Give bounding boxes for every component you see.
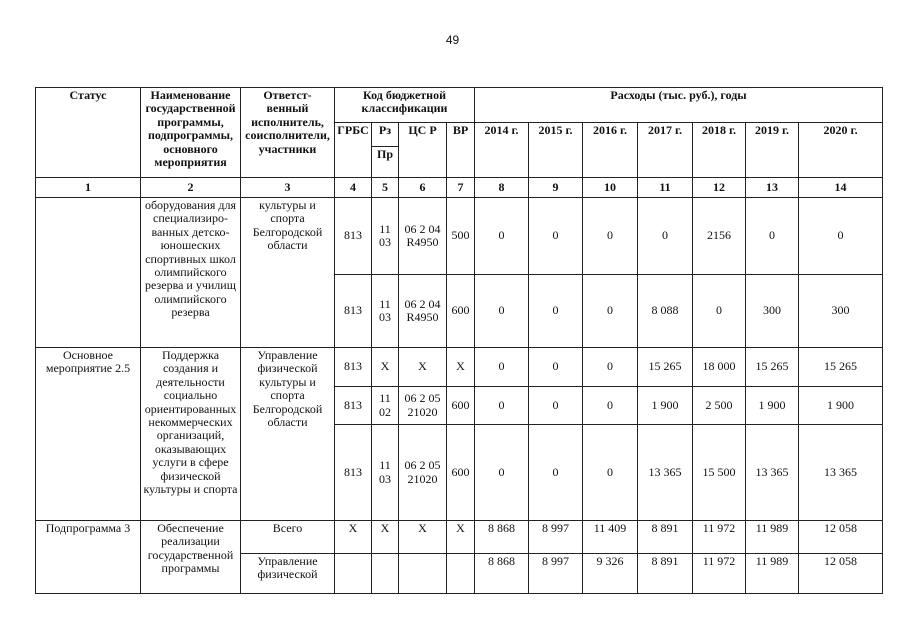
cell-value: 8 088: [638, 275, 693, 348]
col-number: 8: [475, 178, 529, 198]
cell-vr: [447, 554, 475, 594]
cell-value: 8 868: [475, 521, 529, 554]
col-number: 6: [399, 178, 447, 198]
header-year-2019: 2019 г.: [746, 123, 799, 178]
cell-value: 300: [799, 275, 883, 348]
cell-value: 13 365: [746, 425, 799, 521]
cell-value: 0: [529, 198, 583, 275]
block3-status: Подпрограмма 3: [36, 521, 141, 594]
col-number: 13: [746, 178, 799, 198]
cell-grbs: 813: [335, 387, 372, 425]
block3-name: Обеспечение реализации государственной программы: [141, 521, 241, 594]
header-year-2017: 2017 г.: [638, 123, 693, 178]
cell-value: 0: [583, 348, 638, 387]
cell-value: 8 868: [475, 554, 529, 594]
cell-rzpr: 11 03: [372, 425, 399, 521]
cell-value: 18 000: [693, 348, 746, 387]
col-number: 5: [372, 178, 399, 198]
cell-value: 300: [746, 275, 799, 348]
cell-rzpr: 11 02: [372, 387, 399, 425]
block2-name: Поддержка создания и деятельности социально ориентированных некоммерческих организаций, оказывающих услуги в сфере физической культуры и спорта: [141, 348, 241, 521]
table-row: [36, 348, 883, 387]
cell-grbs: 813: [335, 275, 372, 348]
cell-value: 0: [746, 198, 799, 275]
block3-responsible-dept: Управление физической: [241, 554, 335, 594]
cell-csr: Х: [399, 521, 447, 554]
cell-value: 0: [529, 425, 583, 521]
cell-rzpr: 11 03: [372, 275, 399, 348]
cell-vr: Х: [447, 348, 475, 387]
header-year-2014: 2014 г.: [475, 123, 529, 178]
cell-value: 1 900: [746, 387, 799, 425]
cell-value: 8 891: [638, 554, 693, 594]
cell-value: 1 900: [799, 387, 883, 425]
table-row: [36, 521, 883, 554]
cell-grbs: 813: [335, 348, 372, 387]
header-year-2020: 2020 г.: [799, 123, 883, 178]
block1-name: оборудования для специализиро- ванных детско- юношеских спортивных школ олимпийского резерва и училищ олимпийского резерва: [141, 198, 241, 348]
page-number: 49: [445, 33, 460, 47]
cell-value: 0: [475, 387, 529, 425]
header-year-2015: 2015 г.: [529, 123, 583, 178]
cell-value: 11 972: [693, 554, 746, 594]
header-year-2016: 2016 г.: [583, 123, 638, 178]
cell-csr: Х: [399, 348, 447, 387]
header-budget-code: Код бюджетной классификации: [335, 88, 475, 123]
cell-csr: 06 2 05 21020: [399, 387, 447, 425]
cell-value: 15 265: [799, 348, 883, 387]
col-number: 10: [583, 178, 638, 198]
cell-grbs: Х: [335, 521, 372, 554]
cell-rzpr: 11 03: [372, 198, 399, 275]
cell-value: 15 500: [693, 425, 746, 521]
table-row: [36, 198, 883, 275]
block2-status: Основное мероприятие 2.5: [36, 348, 141, 521]
cell-value: 9 326: [583, 554, 638, 594]
cell-rzpr: Х: [372, 348, 399, 387]
cell-value: 0: [475, 425, 529, 521]
col-number: 9: [529, 178, 583, 198]
header-pr: Пр: [372, 147, 399, 178]
col-number: 4: [335, 178, 372, 198]
cell-value: 0: [529, 348, 583, 387]
header-vr: ВР: [447, 123, 475, 178]
cell-grbs: 813: [335, 425, 372, 521]
cell-value: 0: [583, 425, 638, 521]
cell-value: 0: [583, 275, 638, 348]
col-number: 11: [638, 178, 693, 198]
cell-grbs: [335, 554, 372, 594]
cell-value: 0: [638, 198, 693, 275]
block2-responsible: Управление физической культуры и спорта Белгородской области: [241, 348, 335, 521]
col-number: 12: [693, 178, 746, 198]
cell-vr: 600: [447, 425, 475, 521]
cell-value: 8 997: [529, 554, 583, 594]
cell-value: 8 891: [638, 521, 693, 554]
header-grbs: ГРБС: [335, 123, 372, 178]
cell-value: 11 972: [693, 521, 746, 554]
cell-value: 0: [583, 387, 638, 425]
cell-vr: 600: [447, 275, 475, 348]
cell-vr: 500: [447, 198, 475, 275]
cell-value: 0: [529, 275, 583, 348]
cell-value: 0: [799, 198, 883, 275]
cell-value: 8 997: [529, 521, 583, 554]
header-status: Статус: [36, 88, 141, 178]
cell-value: 11 989: [746, 554, 799, 594]
cell-csr: [399, 554, 447, 594]
header-responsible: Ответст- венный исполнитель, соисполнители, участники: [241, 88, 335, 178]
cell-csr: 06 2 04 R4950: [399, 275, 447, 348]
col-number: 3: [241, 178, 335, 198]
cell-csr: 06 2 05 21020: [399, 425, 447, 521]
col-number: 14: [799, 178, 883, 198]
cell-value: 11 409: [583, 521, 638, 554]
cell-rzpr: Х: [372, 521, 399, 554]
budget-table: [35, 87, 883, 594]
cell-value: 11 989: [746, 521, 799, 554]
cell-value: 0: [475, 348, 529, 387]
cell-value: 15 265: [746, 348, 799, 387]
cell-grbs: 813: [335, 198, 372, 275]
header-name: Наименование государственной программы, подпрограммы, основного мероприятия: [141, 88, 241, 178]
block1-responsible: культуры и спорта Белгородской области: [241, 198, 335, 348]
cell-value: 2 500: [693, 387, 746, 425]
cell-value: 15 265: [638, 348, 693, 387]
col-number: 1: [36, 178, 141, 198]
cell-value: 0: [475, 275, 529, 348]
col-number: 7: [447, 178, 475, 198]
col-number: 2: [141, 178, 241, 198]
block3-responsible-total: Всего: [241, 521, 335, 554]
cell-value: 13 365: [799, 425, 883, 521]
cell-value: 1 900: [638, 387, 693, 425]
cell-value: 12 058: [799, 521, 883, 554]
block1-status: [36, 198, 141, 348]
cell-vr: Х: [447, 521, 475, 554]
header-rz: Рз: [372, 123, 399, 147]
header-csr: ЦС Р: [399, 123, 447, 178]
cell-vr: 600: [447, 387, 475, 425]
cell-value: 0: [583, 198, 638, 275]
cell-value: 0: [529, 387, 583, 425]
cell-value: 12 058: [799, 554, 883, 594]
header-year-2018: 2018 г.: [693, 123, 746, 178]
cell-rzpr: [372, 554, 399, 594]
cell-value: 2156: [693, 198, 746, 275]
cell-csr: 06 2 04 R4950: [399, 198, 447, 275]
cell-value: 0: [693, 275, 746, 348]
cell-value: 0: [475, 198, 529, 275]
header-expenses: Расходы (тыс. руб.), годы: [475, 88, 883, 123]
cell-value: 13 365: [638, 425, 693, 521]
